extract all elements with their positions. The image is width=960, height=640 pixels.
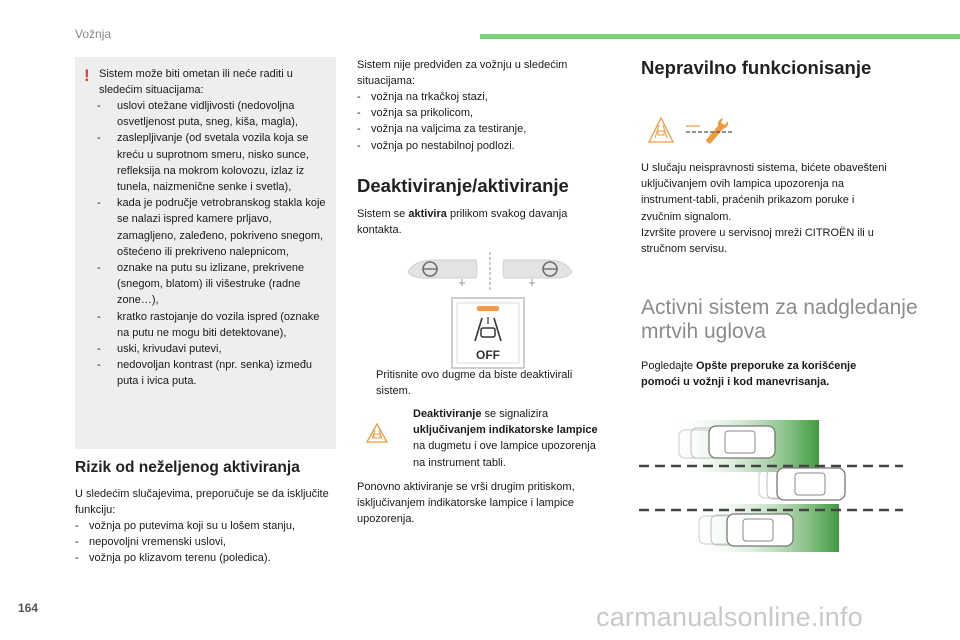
blind-spot-illustration — [639, 418, 903, 556]
section-label: Vožnja — [75, 27, 112, 41]
list-item: - vožnja po klizavom terenu (poledica). — [75, 550, 340, 566]
warning-intro: Sistem može biti ometan ili neće raditi u sledećim situacijama: — [99, 68, 293, 97]
button-label: OFF — [476, 348, 500, 362]
reactivation-text: Ponovno aktiviranje se vrši drugim pritiskom, isključivanjem indikatorske lampice i lampice upozorenja. — [357, 481, 575, 526]
list-item: - vožnja sa prikolicom, — [357, 105, 607, 121]
watermark: carmanualsonline.info — [596, 602, 863, 632]
list-item: - nedovoljan kontrast (npr. senka) između puta i ivica puta. — [91, 357, 331, 389]
list-item: - zaslepljivanje (od svetala vozila koja se kreću u suprotnom smeru, nisko sunce, refleksija na mokrom kolovozu, izlaz iz tunela, naizmenične senke i svetla), — [91, 130, 331, 195]
list-item: - vožnja na trkačkoj stazi, — [357, 89, 607, 105]
list-item: - vožnja na valjcima za testiranje, — [357, 121, 607, 137]
list-item: - uslovi otežane vidljivosti (nedovoljna osvetljenost puta, sneg, kiša, magla), — [91, 98, 331, 130]
right-dashboard-shape — [503, 260, 572, 286]
blind-spot-heading: Activni sistem za nadgledanje mrtvih uglova — [641, 296, 918, 343]
page-number: 164 — [18, 601, 39, 615]
not-intended-list — [357, 89, 607, 154]
header-accent-bar — [480, 34, 960, 39]
malfunction-heading: Nepravilno funkcionisanje — [641, 57, 872, 78]
service-wrench-icon — [686, 118, 728, 144]
risk-intro: U sledećim slučajevima, preporučuje se da isključite funkciju: — [75, 488, 329, 517]
list-item: - vožnja po nestabilnoj podlozi. — [357, 138, 607, 154]
list-item: - uski, krivudavi putevi, — [91, 341, 331, 357]
instruction-text: Pritisnite ovo dugme da biste deaktivirali sistem. — [376, 369, 573, 398]
lane-warning-icon — [649, 118, 673, 142]
list-item: - kada je područje vetrobranskog stakla koje se nalazi ispred kamere prljavo, zamagljeno, zaleđeno, pokriveno snegom, oštećeno ili prekriveno nalepnicom, — [91, 195, 331, 260]
car-middle-icon — [759, 468, 845, 500]
warning-exclamation-icon: ! — [84, 66, 90, 85]
blind-spot-reference: Pogledajte Opšte preporuke za korišćenje pomoći u vožnji i kod manevrisanja. — [641, 360, 857, 389]
risk-list — [75, 518, 340, 567]
malfunction-text-1: U slučaju neispravnosti sistema, bićete obavešteni uključivanjem ovih lampica upozorenja na instrument-tabli, praćenih prikazom poruke i zvučnim signalom. — [641, 162, 887, 223]
lane-off-button — [451, 297, 525, 369]
list-item: - kratko rastojanje do vozila ispred (oznake na putu ne mogu biti detektovane), — [91, 309, 331, 341]
activation-text: Sistem se aktivira prilikom svakog davanja kontakta. — [357, 208, 568, 237]
dashboard-illustration — [404, 250, 576, 292]
malfunction-warning-icons — [648, 112, 738, 152]
malfunction-text-2: Izvršite provere u servisnoj mreži CITROËN ili u stručnom servisu. — [641, 227, 874, 256]
warning-list — [91, 98, 331, 390]
list-item: - vožnja po putevima koji su u lošem stanju, — [75, 518, 340, 534]
list-item: - oznake na putu su izlizane, prekrivene (snegom, blatom) ili višestruke (radne zone…), — [91, 260, 331, 309]
not-intended-intro: Sistem nije predviđen za vožnju u sledećim situacijama: — [357, 59, 568, 88]
deactivation-note: Deaktiviranje se signalizira uključivanjem indikatorske lampice na dugmetu i ove lampice upozorenja na instrument tabli. — [413, 408, 598, 469]
lane-warning-icon — [366, 423, 388, 443]
indicator-lamp — [477, 306, 499, 311]
deactivation-heading: Deaktiviranje/aktiviranje — [357, 175, 569, 196]
list-item: - nepovoljni vremenski uslovi, — [75, 534, 340, 550]
left-dashboard-shape — [408, 260, 477, 286]
risk-heading: Rizik od neželjenog aktiviranja — [75, 459, 300, 476]
